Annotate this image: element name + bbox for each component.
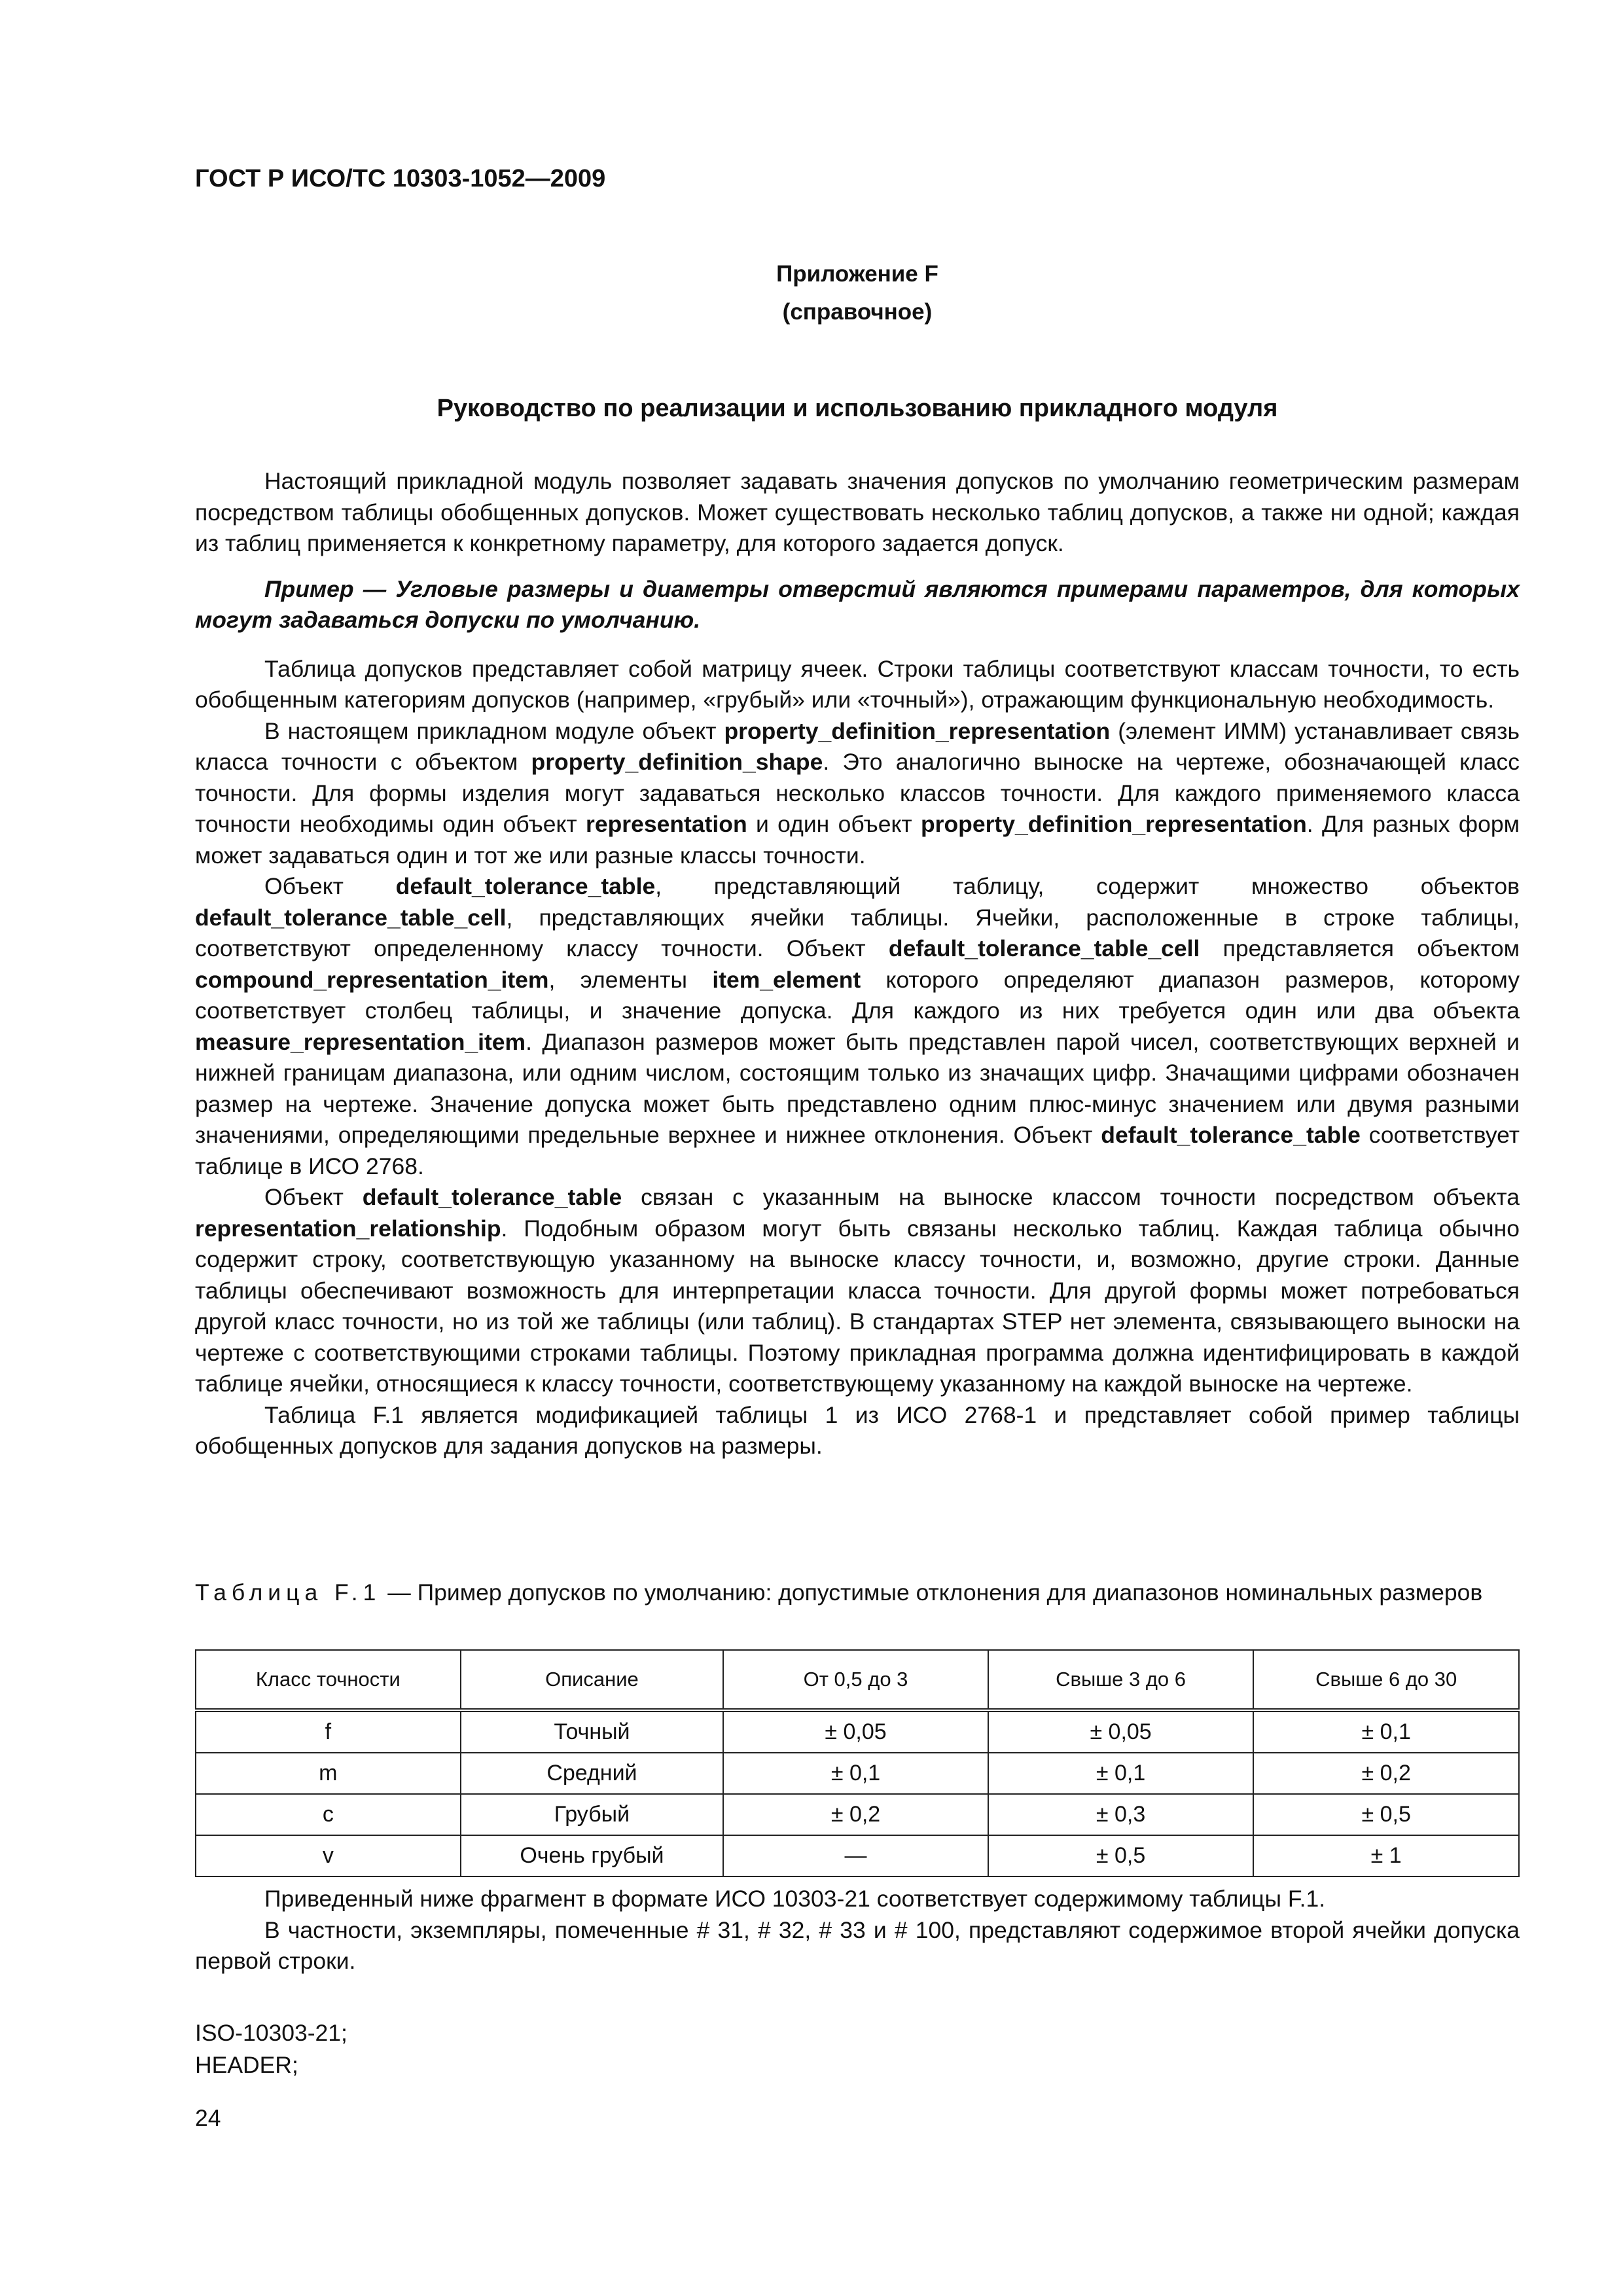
body-text bbox=[195, 466, 1520, 1462]
appendix-type: (справочное) bbox=[782, 299, 933, 325]
text-run: . Для разных форм может задаваться один и тот же или разные классы точности. bbox=[195, 811, 1520, 869]
text-run: , представляющих ячейки таблицы. Ячейки, расположенные в строке таблицы, соответствуют определенному классу точности. Объект bbox=[195, 904, 1520, 961]
entity-name: default_tolerance_table_cell bbox=[888, 935, 1200, 961]
table-cell: m bbox=[196, 1753, 461, 1794]
text-run: Таблица допусков представляет собой матрицу ячеек. Строки таблицы соответствуют классам точности, то есть обобщенным категориям допусков (например, «грубый» или «точный»), отражающим функциональную необходимость. bbox=[195, 655, 1520, 713]
appendix-label: Приложение F bbox=[776, 261, 938, 287]
paragraph bbox=[195, 1182, 1520, 1400]
table-cell: ± 0,3 bbox=[988, 1794, 1254, 1835]
paragraph bbox=[195, 871, 1520, 1182]
code-line: HEADER; bbox=[195, 2052, 298, 2078]
text-run: . Диапазон размеров может быть представлен парой чисел, соответствующих верхней и нижней границам диапазона, или одним числом, состоящим только из значащих цифр. Значащими цифрами обозначен размер на чертеже. Значение допуска может быть представлено одним плюс-минус значением или двумя разными значениями, определяющими предельные верхнее и нижнее отклонения. Объект bbox=[195, 1028, 1520, 1148]
text-run: соответствует таблице в ИСО 2768. bbox=[195, 1122, 1520, 1179]
text-run: связан с указанным на выноске классом точности посредством объекта bbox=[622, 1184, 1520, 1210]
table-cell: ± 0,05 bbox=[988, 1710, 1254, 1753]
entity-name: representation_relationship bbox=[195, 1215, 501, 1242]
text-run: Объект bbox=[264, 873, 396, 899]
text-run: . Это аналогично выноске на чертеже, обозначающей класс точности. Для формы изделия могут задаваться несколько классов точности. Для каждого применяемого класса точности необходимы один объект bbox=[195, 749, 1520, 837]
table-cell: Точный bbox=[461, 1710, 724, 1753]
after-table-text bbox=[195, 1884, 1520, 1977]
text-run: Таблица F.1 является модификацией таблицы 1 из ИСО 2768-1 и представляет собой пример таблицы обобщенных допусков для задания допусков на размеры. bbox=[195, 1401, 1520, 1459]
paragraph bbox=[195, 1400, 1520, 1462]
paragraph: В частности, экземпляры, помеченные # 31, # 32, # 33 и # 100, представляют содержимое второй ячейки допуска первой строки. bbox=[195, 1916, 1520, 1974]
table-cell: Грубый bbox=[461, 1794, 724, 1835]
column-header: От 0,5 до 3 bbox=[723, 1650, 988, 1710]
table-cell: Очень грубый bbox=[461, 1835, 724, 1876]
table-cell: v bbox=[196, 1835, 461, 1876]
column-header: Класс точности bbox=[196, 1650, 461, 1710]
text-run: В настоящем прикладном модуле объект bbox=[264, 717, 724, 744]
entity-name: measure_representation_item bbox=[195, 1028, 526, 1055]
table-cell: ± 1 bbox=[1253, 1835, 1519, 1876]
table-cell: ± 0,2 bbox=[1253, 1753, 1519, 1794]
table-cell: ± 0,05 bbox=[723, 1710, 988, 1753]
table-cell: c bbox=[196, 1794, 461, 1835]
entity-name: compound_representation_item bbox=[195, 966, 549, 993]
table-row bbox=[196, 1753, 1519, 1794]
section-title: Руководство по реализации и использованию прикладного модуля bbox=[437, 395, 1278, 422]
table-cell: ± 0,1 bbox=[1253, 1710, 1519, 1753]
table-row bbox=[196, 1835, 1519, 1876]
table-cell: ± 0,2 bbox=[723, 1794, 988, 1835]
table-cell: f bbox=[196, 1710, 461, 1753]
text-run: (элемент ИММ) устанавливает связь класса точности с объектом bbox=[195, 717, 1520, 775]
entity-name: default_tolerance_table bbox=[1101, 1122, 1361, 1148]
appendix-heading bbox=[0, 255, 1623, 331]
column-header: Описание bbox=[461, 1650, 724, 1710]
code-line: ISO-10303-21; bbox=[195, 2020, 348, 2046]
paragraph: Приведенный ниже фрагмент в формате ИСО 10303-21 соответствует содержимому таблицы F.1. bbox=[264, 1886, 1326, 1912]
text-run: которого определяют диапазон размеров, которому соответствует столбец таблицы, и значение допуска. Для каждого из них требуется один или два объекта bbox=[195, 966, 1520, 1024]
table-cell: ± 0,1 bbox=[723, 1753, 988, 1794]
entity-name: property_definition_representation bbox=[920, 811, 1307, 837]
code-fragment bbox=[195, 2017, 348, 2081]
text-run: Настоящий прикладной модуль позволяет задавать значения допусков по умолчанию геометрическим размерам посредством таблицы обобщенных допусков. Может существовать несколько таблиц допусков, а также ни одной; каждая из таблиц применяется к конкретному параметру, для которого задается допуск. bbox=[195, 468, 1520, 556]
entity-name: default_tolerance_table_cell bbox=[195, 904, 507, 931]
text-run: . Подобным образом могут быть связаны несколько таблиц. Каждая таблица обычно содержит строку, соответствующую указанному на выноске классу точности, и, возможно, другие строки. Данные таблицы обеспечивают возможность для интерпретации класса точности. Для другой формы может потребоваться другой класс точности, но из той же таблицы (или таблиц). В стандартах STEP нет элемента, связывающего выноски на чертеже с соответствующими строками таблицы. Поэтому прикладная программа должна идентифицировать в каждой таблице ячейки, относящиеся к классу точности, соответствующему указанному на каждой выноске на чертеже. bbox=[195, 1215, 1520, 1397]
paragraph bbox=[195, 716, 1520, 872]
paragraph bbox=[195, 466, 1520, 560]
table-row bbox=[196, 1794, 1519, 1835]
text-run: Объект bbox=[264, 1184, 363, 1210]
entity-name: item_element bbox=[712, 966, 861, 993]
column-header: Свыше 3 до 6 bbox=[988, 1650, 1254, 1710]
entity-name: default_tolerance_table bbox=[362, 1184, 622, 1210]
page-number: 24 bbox=[195, 2105, 221, 2131]
table-header-row bbox=[196, 1650, 1519, 1710]
column-header: Свыше 6 до 30 bbox=[1253, 1650, 1519, 1710]
table-cell: Средний bbox=[461, 1753, 724, 1794]
table-cell: ± 0,5 bbox=[1253, 1794, 1519, 1835]
entity-name: default_tolerance_table bbox=[395, 873, 656, 899]
text-run: , элементы bbox=[548, 966, 713, 993]
table-caption bbox=[195, 1577, 1520, 1609]
paragraph bbox=[195, 654, 1520, 716]
table-cell: ± 0,1 bbox=[988, 1753, 1254, 1794]
text-run: Пример — Угловые размеры и диаметры отверстий являются примерами параметров, для которых могут задаваться допуски по умолчанию. bbox=[195, 575, 1520, 633]
entity-name: representation bbox=[586, 811, 747, 837]
table-row bbox=[196, 1710, 1519, 1753]
text-run: и один объект bbox=[747, 811, 921, 837]
standard-designation: ГОСТ Р ИСО/ТС 10303-1052—2009 bbox=[195, 165, 606, 192]
entity-name: property_definition_shape bbox=[531, 749, 823, 775]
tolerance-table bbox=[195, 1649, 1520, 1877]
text-run: , представляющий таблицу, содержит множество объектов bbox=[655, 873, 1520, 899]
entity-name: property_definition_representation bbox=[724, 717, 1111, 744]
text-run: представляется объектом bbox=[1200, 935, 1520, 961]
table-caption-label: Таблица F.1 bbox=[195, 1579, 382, 1605]
example-paragraph bbox=[195, 574, 1520, 636]
table-cell: — bbox=[723, 1835, 988, 1876]
table-caption-text: — Пример допусков по умолчанию: допустимые отклонения для диапазонов номинальных размеров bbox=[381, 1579, 1483, 1605]
table-cell: ± 0,5 bbox=[988, 1835, 1254, 1876]
